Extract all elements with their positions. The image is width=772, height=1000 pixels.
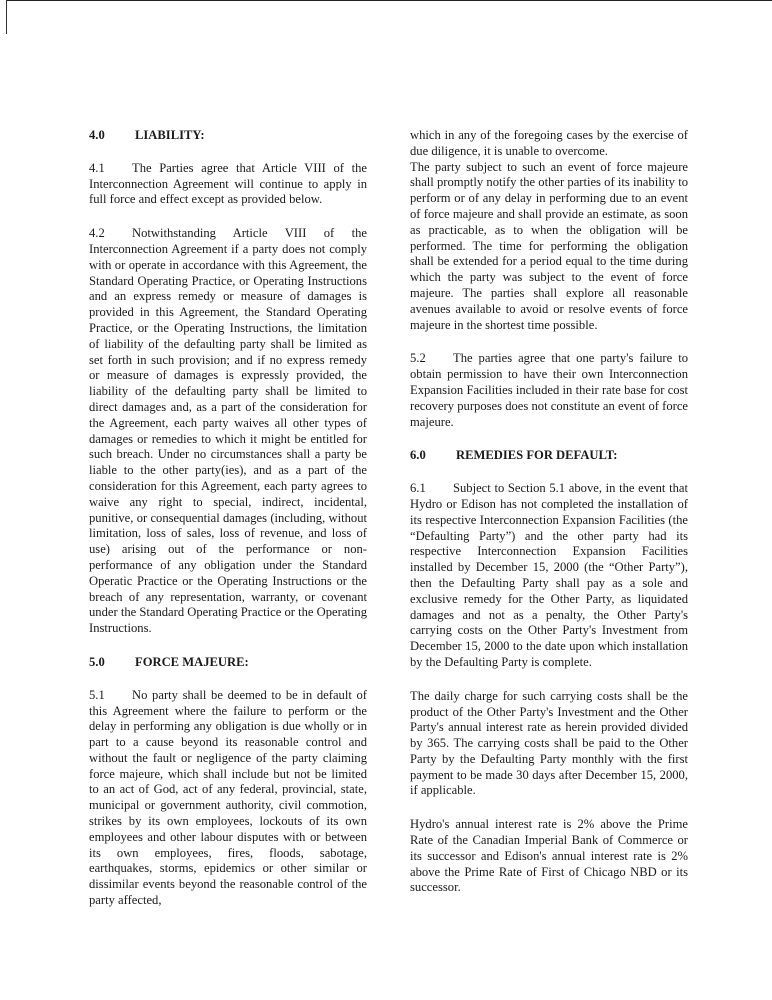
paragraph-4-1: [89, 161, 367, 208]
paragraph-daily-charge: The daily charge for such carrying costs shall be the product of the Other Party's Investment and the Other Party's annual interest rate as herein provided divided by 365. The carrying costs shall be paid to the Other Party by the Defaulting Party monthly with the first payment to be made 30 days after December 15, 2000, if applicable.: [410, 688, 688, 798]
paragraph-4-2: [89, 226, 367, 637]
section-6-title: REMEDIES FOR DEFAULT:: [456, 448, 618, 463]
paragraph-5-1-text: No party shall be deemed to be in default of this Agreement where the failure to perform or the delay in performing any obligation is due wholly or in part to a cause beyond its reasonable control and without the fault or negligence of the party claiming force majeure, which shall include but not be limited to an act of God, act of any federal, provincial, state, municipal or government authority, civil commotion, strikes by its own employees, lockouts of its own employees and other labour disputes with or between its own employees, fires, floods, sabotage, earthquakes, storms, epidemics or other similar or dissimilar events beyond the reasonable control of the party affected,: [89, 687, 367, 908]
section-6-number: 6.0: [410, 448, 426, 463]
left-column: [89, 128, 367, 909]
paragraph-5-2: [410, 351, 688, 430]
section-5-number: 5.0: [89, 654, 105, 669]
right-column: [410, 128, 688, 896]
paragraph-5-2-number: 5.2: [410, 351, 426, 366]
paragraph-6-1-text: Subject to Section 5.1 above, in the event that Hydro or Edison has not completed the installation of its respective Interconnection Expansion Facilities (the “Defaulting Party”) and the other party had its respective Interconnection Expansion Facilities installed by December 15, 2000 (the “Other Party”), then the Defaulting Party shall pay as a sole and exclusive remedy for the Other Party, as liquidated damages and not as a penalty, the Other Party's carrying costs on the Other Party's Investment from December 15, 2000 to the date upon which installation by the Defaulting Party is complete.: [410, 481, 688, 669]
paragraph-4-2-number: 4.2: [89, 226, 105, 241]
paragraph-4-2-text: Notwithstanding Article VIII of the Interconnection Agreement if a party does not comply with or operate in accordance with this Agreement, the Standard Operating Practice, or Operating Instructions and an express remedy or measure of damages is provided in this Agreement, the Standard Operating Practice, or the Operating Instructions, the limitation of liability of the defaulting party shall be limited as set forth in such provision; and if no express remedy or measure of damages is expressly provided, the liability of the defaulting party shall be limited to direct damages and, as a part of the consideration for the Agreement, each party waives all other types of damages or remedies to which it might be entitled for such breach. Under no circumstances shall a party be liable to the other party(ies), and as a part of the consideration for this Agreement, each party agrees to waive any right to special, indirect, incidental, punitive, or consequential damages (including, without limitation, loss of sales, loss of revenue, and loss of use) arising out of the performance or non-performance of any obligation under the Standard Operatic Practice or the Operating Instructions or the breach of any representation, warranty, or covenant under the Standard Operating Practice or the Operating Instructions.: [89, 226, 368, 636]
paragraph-6-1: [410, 481, 688, 671]
paragraph-5-1-number: 5.1: [89, 687, 105, 702]
paragraph-4-1-text: The Parties agree that Article VIII of the Interconnection Agreement will continue to apply in full force and effect except as provided below.: [89, 160, 367, 207]
section-4-number: 4.0: [89, 128, 105, 142]
paragraph-interest-rate: Hydro's annual interest rate is 2% above the Prime Rate of the Canadian Imperial Bank of Commerce or its successor and Edison's annual interest rate is 2% above the Prime Rate of First of Chicago NBD or its successor.: [410, 817, 688, 895]
paragraph-5-2-text: The parties agree that one party's failure to obtain permission to have their own Interconnection Expansion Facilities included in their rate base for cost recovery purposes does not constitute an event of force majeure.: [410, 351, 688, 429]
page-top-rule: [6, 0, 772, 1]
paragraph-4-1-number: 4.1: [89, 160, 105, 175]
paragraph-5-1-notice: The party subject to such an event of force majeure shall promptly notify the other parties of its inability to perform or of any delay in performing due to an event of force majeure and shall provide an estimate, as soon as practicable, as to when the obligation will be performed. The time for performing the obligation shall be extended for a period equal to the time during which the party was subject to the event of force majeure. The parties shall explore all reasonable avenues available to avoid or resolve events of force majeure in the shortest time possible.: [410, 159, 688, 332]
paragraph-6-1-number: 6.1: [410, 481, 426, 496]
paragraph-5-1: [89, 688, 367, 909]
section-5-heading: [89, 655, 367, 671]
section-6-heading: [410, 448, 688, 464]
paragraph-5-1-continued: which in any of the foregoing cases by the exercise of due diligence, it is unable to overcome.: [410, 128, 688, 158]
page-left-mark: [6, 0, 7, 34]
section-5-title: FORCE MAJEURE:: [135, 654, 249, 669]
section-4-heading: [89, 128, 367, 144]
section-4-title: LIABILITY:: [135, 128, 205, 142]
